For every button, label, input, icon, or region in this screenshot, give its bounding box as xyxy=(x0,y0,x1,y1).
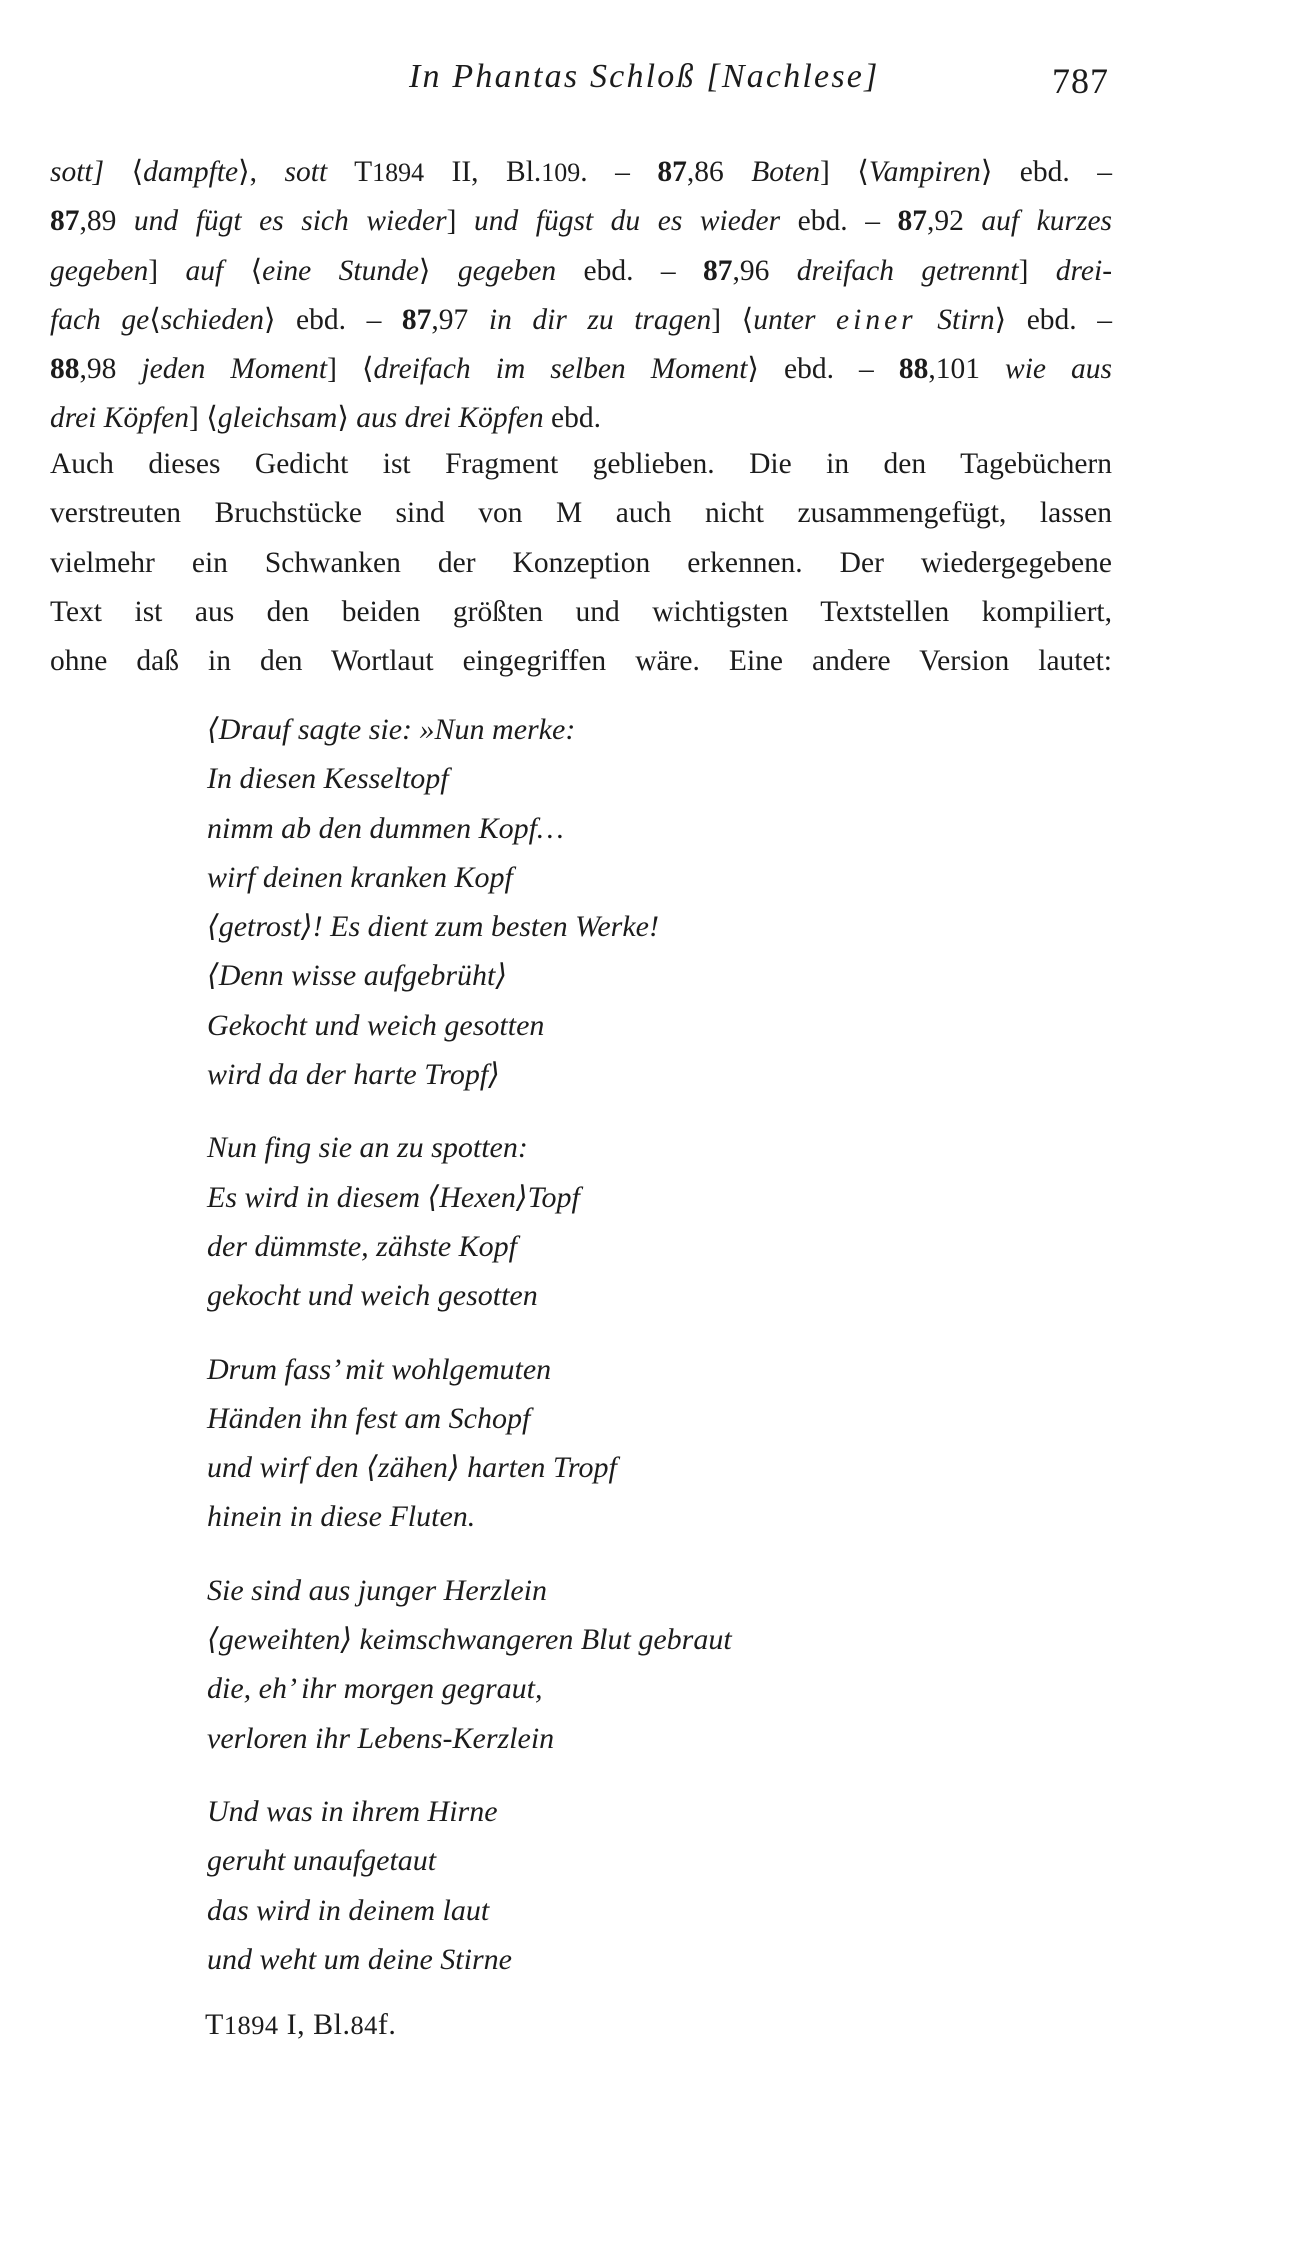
verse-line: In diesen Kesseltopf xyxy=(207,762,449,796)
lemma-text: dreifach getrennt xyxy=(796,254,1019,287)
verse-line: nimm ab den dummen Kopf… xyxy=(207,811,564,845)
lemma-text: drei Köpfen xyxy=(50,402,190,435)
apparatus-text: T xyxy=(327,156,373,188)
apparatus-text: ] xyxy=(1018,254,1056,287)
apparatus-text: ⟨ xyxy=(149,303,161,336)
apparatus-line xyxy=(50,247,1112,296)
verse-line: Sie sind aus junger Herzlein xyxy=(207,1573,547,1607)
prose-line: ohne daß in den Wortlaut eingegriffen wäre. Eine andere Version lautet: xyxy=(50,645,1112,678)
lemma-text: aus drei Köpfen xyxy=(356,402,544,435)
lemma-text: dreifach im selben Moment xyxy=(373,353,748,386)
prose-line: Auch dieses Gedicht ist Fragment geblieben. Die in den Tagebüchern xyxy=(50,448,1112,480)
apparatus-text: ] ⟨ xyxy=(711,303,754,336)
critical-apparatus xyxy=(50,148,1112,444)
stanza xyxy=(207,1787,732,1984)
apparatus-text: ,92 xyxy=(926,205,982,238)
apparatus-text: ] ⟨ xyxy=(327,353,374,386)
source-year: 1894 xyxy=(223,2010,279,2040)
apparatus-line xyxy=(50,345,1112,394)
apparatus-text: ,101 xyxy=(928,353,1006,386)
apparatus-text: ,89 xyxy=(79,205,134,238)
verse-line: ⟨getrost⟩! Es dient zum besten Werke! xyxy=(207,910,659,944)
lemma-text: in dir zu tragen xyxy=(488,303,712,336)
stanza xyxy=(207,1345,732,1542)
apparatus-text: ebd. – xyxy=(556,254,703,287)
source-suffix: f. xyxy=(377,2008,397,2041)
apparatus-text: . – xyxy=(580,156,658,188)
line-reference: 88 xyxy=(898,353,929,386)
alternate-version-poem xyxy=(207,705,732,2008)
lemma-text: und fügt es sich wieder xyxy=(133,205,447,238)
lemma-text: schieden xyxy=(160,303,264,336)
apparatus-text: ,96 xyxy=(732,254,797,287)
apparatus-text: ] xyxy=(148,254,186,287)
verse-line: wirf deinen kranken Kopf xyxy=(207,860,513,894)
lemma-text: auf kurzes xyxy=(981,205,1113,238)
lemma-text: sott xyxy=(284,156,328,188)
apparatus-text: ,98 xyxy=(79,353,142,386)
apparatus-text: ,86 xyxy=(686,156,752,188)
lemma-text: einer xyxy=(836,303,917,336)
line-reference: 88 xyxy=(50,353,80,386)
stanza xyxy=(207,705,732,1099)
running-head xyxy=(0,58,1294,108)
verse-line: ⟨Denn wisse aufgebrüht⟩ xyxy=(207,959,508,993)
verse-line: verloren ihr Lebens-Kerzlein xyxy=(207,1721,555,1755)
apparatus-line xyxy=(50,296,1112,345)
apparatus-text: ⟨ xyxy=(223,254,263,287)
lemma-text: dampfte xyxy=(143,156,239,188)
running-head-title: In Phantas Schloß [Nachlese] xyxy=(409,58,880,95)
apparatus-text: ⟩ ebd. – xyxy=(263,303,402,336)
apparatus-text: ] xyxy=(446,205,474,238)
lemma-text: auf xyxy=(185,254,224,287)
apparatus-text: II, Bl. xyxy=(424,156,542,188)
line-reference: 87 xyxy=(657,156,687,188)
apparatus-line xyxy=(50,394,1112,443)
apparatus-text: ⟩ ebd. – xyxy=(994,303,1113,336)
verse-line: Drum fass’ mit wohlgemuten xyxy=(207,1352,552,1386)
verse-line: ⟨Drauf sagte sie: »Nun merke: xyxy=(207,713,576,746)
verse-line: Gekocht und weich gesotten xyxy=(207,1008,545,1042)
lemma-text: gegeben xyxy=(50,254,149,287)
lemma-text: eine Stunde xyxy=(262,254,419,287)
lemma-text: gegeben xyxy=(457,254,557,287)
lemma-text: fach ge xyxy=(50,303,150,336)
source-prefix: T xyxy=(205,2008,224,2041)
verse-line: und wirf den ⟨zähen⟩ harten Tropf xyxy=(207,1451,617,1485)
lemma-text: wie aus xyxy=(1005,353,1113,386)
line-reference: 87 xyxy=(401,303,432,336)
lemma-text: Vampiren xyxy=(868,156,981,188)
lemma-text: Stirn xyxy=(916,303,995,336)
source-rest: I, Bl. xyxy=(278,2008,351,2041)
prose-line: verstreuten Bruchstücke sind von M auch nicht zusammengefügt, lassen xyxy=(50,497,1112,530)
apparatus-text: ⟨ xyxy=(104,156,144,188)
verse-line: das wird in deinem laut xyxy=(207,1893,490,1927)
verse-line: Es wird in diesem ⟨Hexen⟩Topf xyxy=(207,1180,580,1214)
lemma-text: jeden Moment xyxy=(141,353,328,386)
apparatus-text: 109 xyxy=(541,158,581,187)
line-reference: 87 xyxy=(50,205,80,238)
stanza xyxy=(207,1123,732,1320)
verse-line: und weht um deine Stirne xyxy=(207,1942,512,1976)
source-folio: 84 xyxy=(350,2010,378,2040)
line-reference: 87 xyxy=(702,254,733,287)
apparatus-text: ⟩ ebd. – xyxy=(980,156,1113,188)
verse-line: wird da der harte Tropf⟩ xyxy=(207,1058,500,1092)
apparatus-text: ] ⟨ xyxy=(820,156,869,188)
prose-line: Text ist aus den beiden größten und wichtigsten Textstellen kompiliert, xyxy=(50,595,1112,628)
lemma-text: drei- xyxy=(1055,254,1113,287)
apparatus-text: ⟩ ebd. – xyxy=(747,353,899,386)
verse-line: Nun fing sie an zu spotten: xyxy=(207,1131,528,1165)
apparatus-line xyxy=(50,148,1112,197)
verse-line: Händen ihn fest am Schopf xyxy=(207,1401,531,1435)
verse-line: ⟨geweihten⟩ keimschwangeren Blut gebraut xyxy=(207,1623,732,1657)
verse-line: der dümmste, zähste Kopf xyxy=(207,1229,517,1263)
apparatus-text: ebd. – xyxy=(780,205,898,238)
apparatus-text: ⟩, xyxy=(238,156,285,188)
lemma-text: gleichsam xyxy=(217,402,338,435)
page-number: 787 xyxy=(1052,61,1109,101)
stanza xyxy=(207,1566,732,1763)
verse-line: geruht unaufgetaut xyxy=(207,1844,437,1878)
commentary-paragraph xyxy=(50,440,1112,686)
source-reference xyxy=(205,2008,396,2042)
verse-line: Und was in ihrem Hirne xyxy=(207,1794,498,1828)
lemma-text: Boten xyxy=(751,156,820,188)
apparatus-text: 1894 xyxy=(372,158,425,187)
line-reference: 87 xyxy=(897,205,927,238)
verse-line: gekocht und weich gesotten xyxy=(207,1279,538,1313)
apparatus-text: ⟩ xyxy=(337,402,357,435)
verse-line: hinein in diese Fluten. xyxy=(207,1500,476,1534)
apparatus-line xyxy=(50,197,1112,246)
apparatus-text: ,97 xyxy=(431,303,489,336)
apparatus-text: ebd. xyxy=(543,402,601,435)
verse-line: die, eh’ ihr morgen gegraut, xyxy=(207,1672,543,1706)
apparatus-text: ⟩ xyxy=(418,254,458,287)
lemma-text: sott] xyxy=(50,156,105,188)
apparatus-text: ] ⟨ xyxy=(189,402,218,435)
lemma-text: und fügst du es wieder xyxy=(473,205,781,238)
lemma-text: unter xyxy=(753,303,837,336)
prose-line: vielmehr ein Schwanken der Konzeption erkennen. Der wiedergegebene xyxy=(50,546,1112,579)
